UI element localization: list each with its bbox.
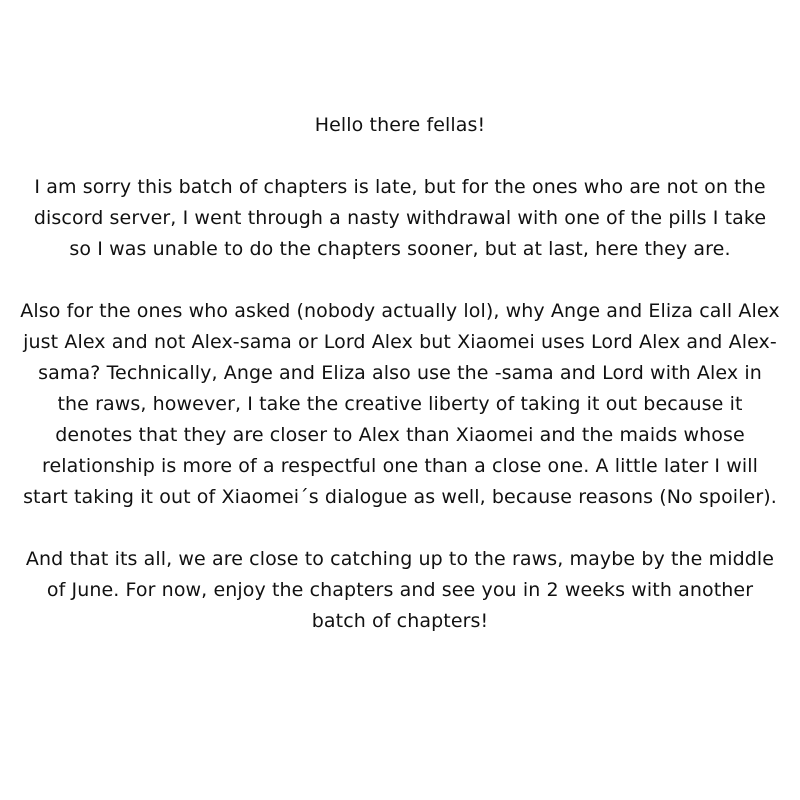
greeting: Hello there fellas! <box>314 114 486 136</box>
translator-note <box>20 110 780 668</box>
paragraph-closing: And that its all, we are close to catching up to the raws, maybe by the middle of June. For now, enjoy the chapters and see you in 2 weeks with another batch of chapters! <box>25 548 775 632</box>
paragraph-apology: I am sorry this batch of chapters is late, but for the ones who are not on the discord server, I went through a nasty withdrawal with one of the pills I take so I was unable to do the chapters sooner, but at last, here they are. <box>33 176 767 260</box>
paragraph-honorifics: Also for the ones who asked (nobody actually lol), why Ange and Eliza call Alex just Alex and not Alex-sama or Lord Alex but Xiaomei uses Lord Alex and Alex-sama? Technically, Ange and Eliza also use the -sama and Lord with Alex in the raws, however, I take the creative liberty of taking it out because it denotes that they are closer to Alex than Xiaomei and the maids whose relationship is more of a respectful one than a close one. A little later I will start taking it out of Xiaomei´s dialogue as well, because reasons (No spoiler). <box>20 300 780 508</box>
